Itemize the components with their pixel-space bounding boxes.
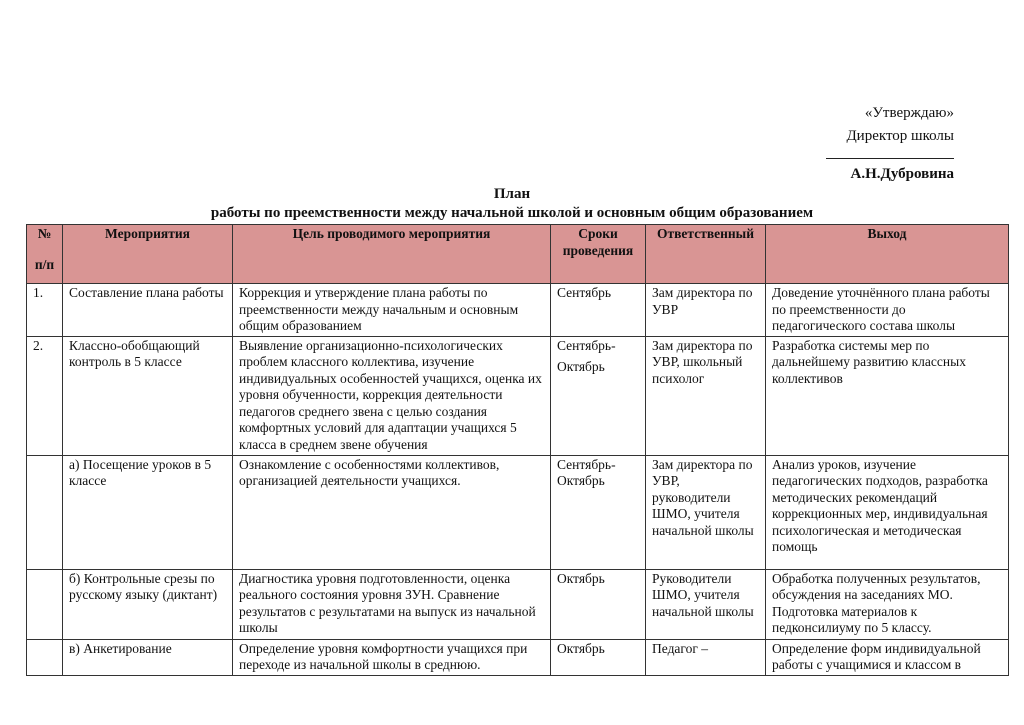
row-responsible: Зам директора по УВР, руководители ШМО, учителя начальной школы <box>646 455 766 569</box>
approval-name: А.Н.Дубровина <box>850 166 954 182</box>
row-event: в) Анкетирование <box>63 639 233 675</box>
row-number: 2. <box>27 336 63 455</box>
row-responsible: Педагог – <box>646 639 766 675</box>
table-row <box>27 569 1009 639</box>
plan-table <box>26 224 1009 676</box>
row-event: б) Контрольные срезы по русскому языку (диктант) <box>63 569 233 639</box>
row-number <box>27 455 63 569</box>
signature-line <box>826 158 954 159</box>
row-term <box>551 569 646 639</box>
document-title: План <box>493 186 531 202</box>
row-output: Обработка полученных результатов, обсуждения на заседаниях МО. Подготовка материалов к педконсилиуму по 5 классу. <box>766 569 1009 639</box>
row-term-text: Сентябрь <box>557 285 612 300</box>
table-row <box>27 336 1009 455</box>
table-row <box>27 455 1009 569</box>
row-output: Разработка системы мер по дальнейшему развитию классных коллективов <box>766 336 1009 455</box>
row-goal: Определение уровня комфортности учащихся при переходе из начальной школы в среднюю. <box>233 639 551 675</box>
row-term-text-2: Октябрь <box>557 359 605 374</box>
header-number-label: п/п <box>34 256 55 272</box>
header-responsible: Ответственный <box>646 225 766 284</box>
document-subtitle: работы по преемственности между начальной школой и основным общим образованием <box>210 205 814 221</box>
row-output: Анализ уроков, изучение педагогических подходов, разработка методических рекомендаций коррекционных мер, индивидуальная психологическая и методическая помощь <box>766 455 1009 569</box>
row-term <box>551 639 646 675</box>
row-event: Классно-обобщающий контроль в 5 классе <box>63 336 233 455</box>
table-row <box>27 284 1009 337</box>
row-responsible: Зам директора по УВР <box>646 284 766 337</box>
table-row <box>27 639 1009 675</box>
row-term-text: Сентябрь-Октябрь <box>557 456 616 488</box>
row-event: Составление плана работы <box>63 284 233 337</box>
row-goal: Диагностика уровня подготовленности, оценка реального состояния уровня ЗУН. Сравнение результатов с результатами на выпуск из начальной школы <box>233 569 551 639</box>
header-output: Выход <box>766 225 1009 284</box>
row-term <box>551 455 646 569</box>
header-goal: Цель проводимого мероприятия <box>233 225 551 284</box>
table-header-row <box>27 225 1009 284</box>
row-term-text: Октябрь <box>557 640 605 656</box>
header-events: Мероприятия <box>63 225 233 284</box>
row-goal: Ознакомление с особенностями коллективов, организацией деятельности учащихся. <box>233 455 551 569</box>
row-responsible: Руководители ШМО, учителя начальной школы <box>646 569 766 639</box>
row-number: 1. <box>27 284 63 337</box>
row-output: Определение форм индивидуальной работы с учащимися и классом в <box>766 639 1009 675</box>
row-number <box>27 569 63 639</box>
row-output: Доведение уточнённого плана работы по преемственности до педагогического состава школы <box>766 284 1009 337</box>
row-goal: Выявление организационно-психологических проблем классного коллектива, изучение индивидуальных особенностей учащихся, оценка их уровня обученности, коррекция деятельности педагогов среднего звена с целью создания комфортных условий для адаптации учащихся 5 класса в среднем звене обучения <box>233 336 551 455</box>
row-goal: Коррекция и утверждение плана работы по преемственности между начальным и основным общим образованием <box>233 284 551 337</box>
row-term-text: Октябрь <box>557 570 605 586</box>
row-term-text: Сентябрь- <box>557 337 616 353</box>
approval-label: «Утверждаю» <box>864 105 954 121</box>
header-terms: Сроки проведения <box>551 225 646 284</box>
row-responsible: Зам директора по УВР, школьный психолог <box>646 336 766 455</box>
header-number <box>27 225 63 284</box>
row-term <box>551 336 646 455</box>
row-term <box>551 284 646 337</box>
approval-position: Директор школы <box>846 128 954 144</box>
header-number-symbol: № <box>37 226 52 241</box>
row-number <box>27 639 63 675</box>
row-event: а) Посещение уроков в 5 классе <box>63 455 233 569</box>
